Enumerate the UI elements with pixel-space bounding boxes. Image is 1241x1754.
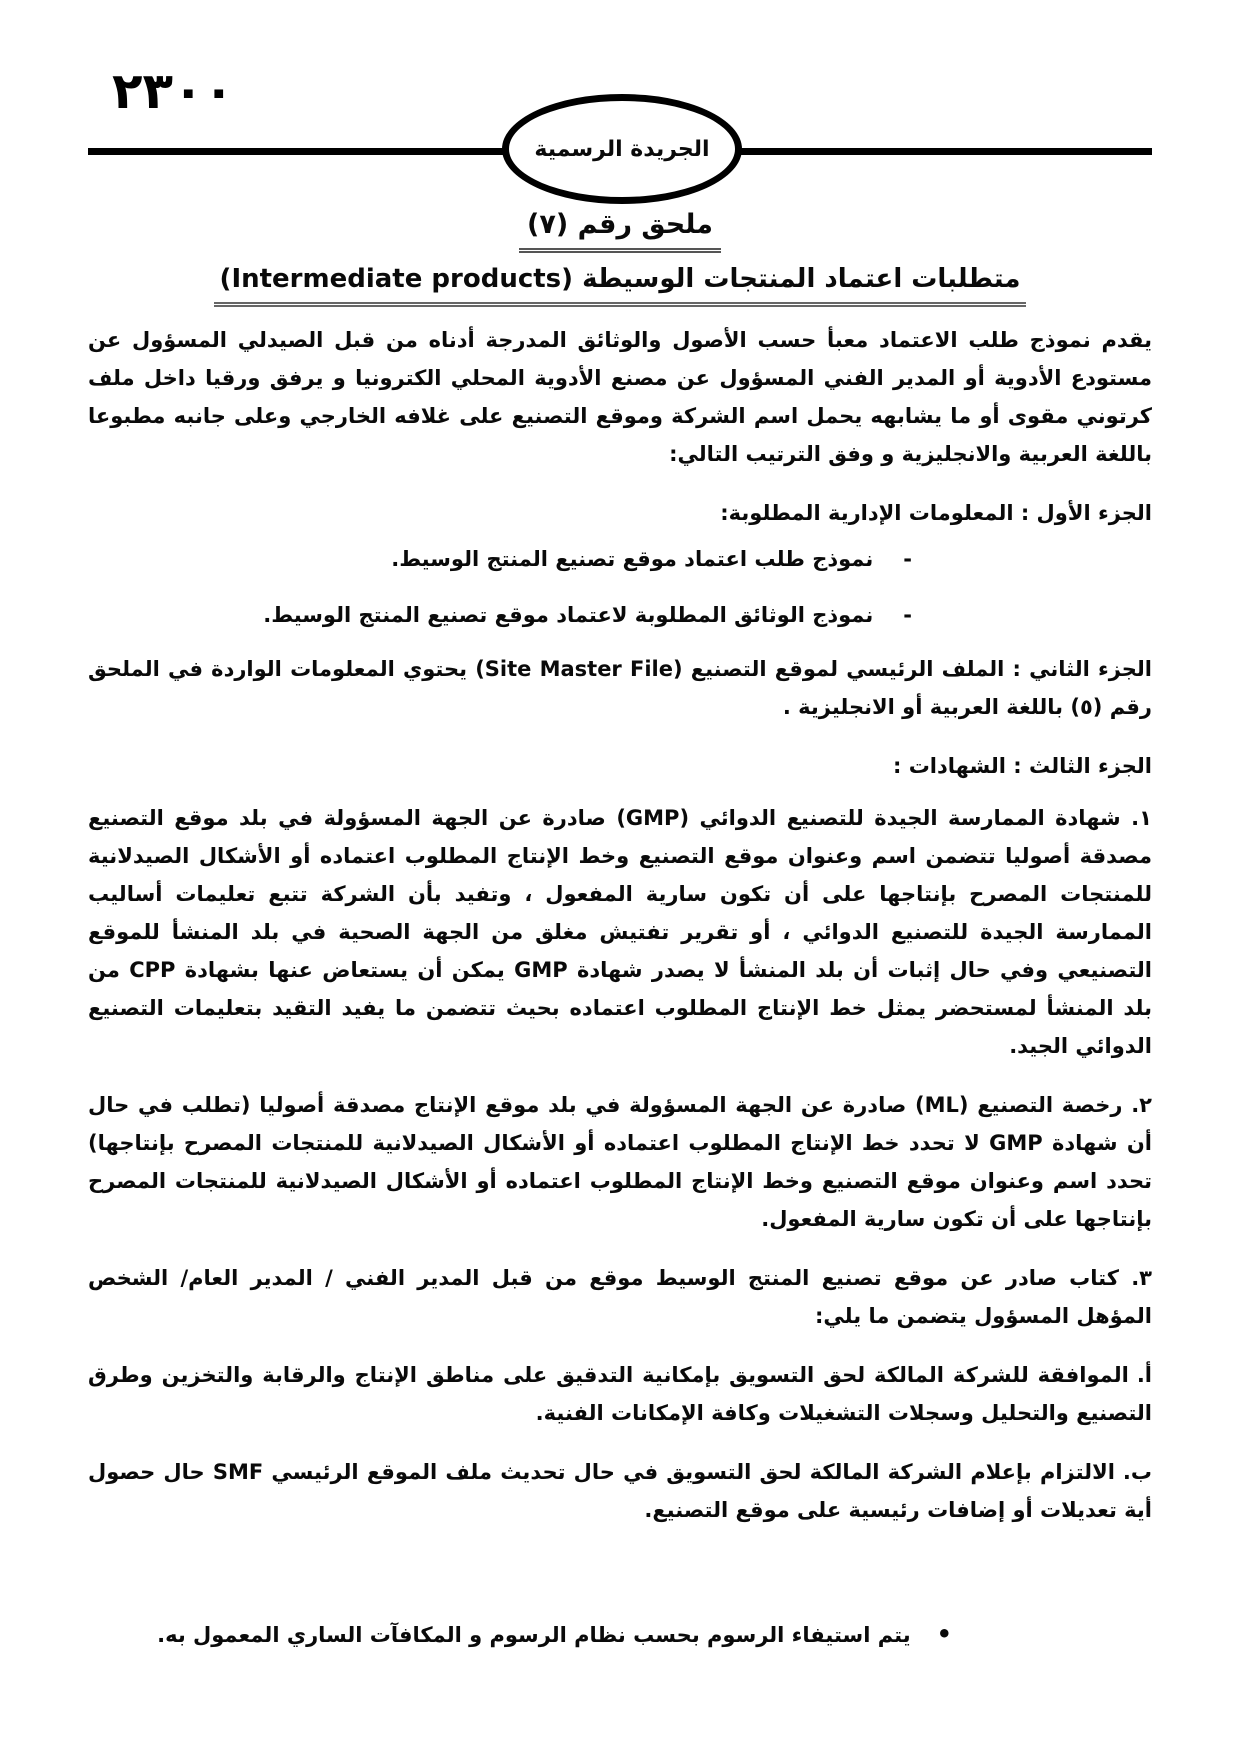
intro-paragraph: يقدم نموذج طلب الاعتماد معبأ حسب الأصول والوثائق المدرجة أدناه من قبل الصيدلي المسؤول عن مستودع الأدوية أو المدير الفني المسؤول عن مصنع الأدوية المحلي الكترونيا و يرفق ورقيا داخل ملف كرتوني مقوى أو ما يشابهه يحمل اسم الشركة وموقع التصنيع على غلافه الخارجي وعلى جانبه مطبوعا باللغة العربية والانجليزية و وفق الترتيب التالي: [88, 328, 1152, 466]
part1-item-1-text: نموذج طلب اعتماد موقع تصنيع المنتج الوسيط. [391, 547, 874, 571]
certificate-item-3: ٣. كتاب صادر عن موقع تصنيع المنتج الوسيط موقع من قبل المدير الفني / المدير العام/ الشخص المؤهل المسؤول يتضمن ما يلي: [88, 1266, 1152, 1328]
sub-item-b-marker: ب. [1122, 1460, 1152, 1484]
part3-heading: الجزء الثالث : الشهادات : [893, 754, 1152, 778]
annex-title: ملحق رقم (٧) [88, 205, 1152, 253]
gazette-title: الجريدة الرسمية [534, 136, 710, 162]
sub-item-b [88, 1453, 1152, 1529]
gazette-oval [502, 94, 742, 204]
part1-item-2-text: نموذج الوثائق المطلوبة لاعتماد موقع تصنيع المنتج الوسيط. [263, 603, 874, 627]
sub-item-a [88, 1356, 1152, 1432]
fees-note [88, 1615, 1152, 1654]
part1-item-2 [88, 596, 1152, 634]
part1-item-1 [88, 540, 1152, 578]
dash-marker: - [903, 547, 912, 571]
page-number: ٢٣٠٠ [112, 62, 235, 120]
sub-item-a-text: الموافقة للشركة المالكة لحق التسويق بإمكانية التدقيق على مناطق الإنتاج والرقابة والتخزين وطرق التصنيع والتحليل وسجلات التشغيلات وكافة الإمكانات الفنية. [88, 1363, 1152, 1425]
certificate-item-1: ١. شهادة الممارسة الجيدة للتصنيع الدوائي (GMP) صادرة عن الجهة المسؤولة في بلد موقع التصنيع مصدقة أصوليا تتضمن اسم وعنوان موقع التصنيع وخط الإنتاج المطلوب اعتماده أو الأشكال الصيدلانية للمنتجات المصرح بإنتاجها على أن تكون سارية المفعول ، وتفيد بأن الشركة تتبع تعليمات أساليب الممارسة الجيدة للتصنيع الدوائي ، أو تقرير تفتيش مغلق من الجهة الصحية في بلد المنشأ للموقع التصنيعي وفي حال إثبات أن بلد المنشأ لا يصدر شهادة GMP يمكن أن يستعاض عنها بشهادة CPP من بلد المنشأ لمستحضر يمثل خط الإنتاج المطلوب اعتماده بحيث تتضمن ما يفيد التقيد بتعليمات التصنيع الدوائي الجيد. [88, 806, 1152, 1058]
sub-item-b-text: الالتزام بإعلام الشركة المالكة لحق التسويق في حال تحديث ملف الموقع الرئيسي SMF حال حصول أية تعديلات أو إضافات رئيسية على موقع التصنيع. [88, 1460, 1152, 1522]
sub-item-a-marker: أ. [1136, 1363, 1152, 1387]
dash-marker: - [903, 603, 912, 627]
part1-heading: الجزء الأول : المعلومات الإدارية المطلوبة: [720, 501, 1152, 525]
part2-paragraph: الجزء الثاني : الملف الرئيسي لموقع التصنيع (Site Master File) يحتوي المعلومات الواردة في الملحق رقم (٥) باللغة العربية أو الانجليزية . [88, 657, 1152, 719]
fees-note-text: يتم استيفاء الرسوم بحسب نظام الرسوم و المكافآت الساري المعمول به. [157, 1623, 911, 1647]
document-body [88, 200, 1152, 1654]
certificate-item-2: ٢. رخصة التصنيع (ML) صادرة عن الجهة المسؤولة في بلد موقع الإنتاج مصدقة أصوليا (تطلب في حال أن شهادة GMP لا تحدد خط الإنتاج المطلوب اعتماده أو الأشكال الصيدلانية للمنتجات المصرح بإنتاجها) تحدد اسم وعنوان موقع التصنيع وخط الإنتاج المطلوب اعتماده أو الأشكال الصيدلانية للمنتجات المصرح بإنتاجها على أن تكون سارية المفعول. [88, 1093, 1152, 1231]
bullet-marker: • [936, 1620, 952, 1648]
annex-subtitle: متطلبات اعتماد المنتجات الوسيطة (Intermediate products) [88, 259, 1152, 307]
